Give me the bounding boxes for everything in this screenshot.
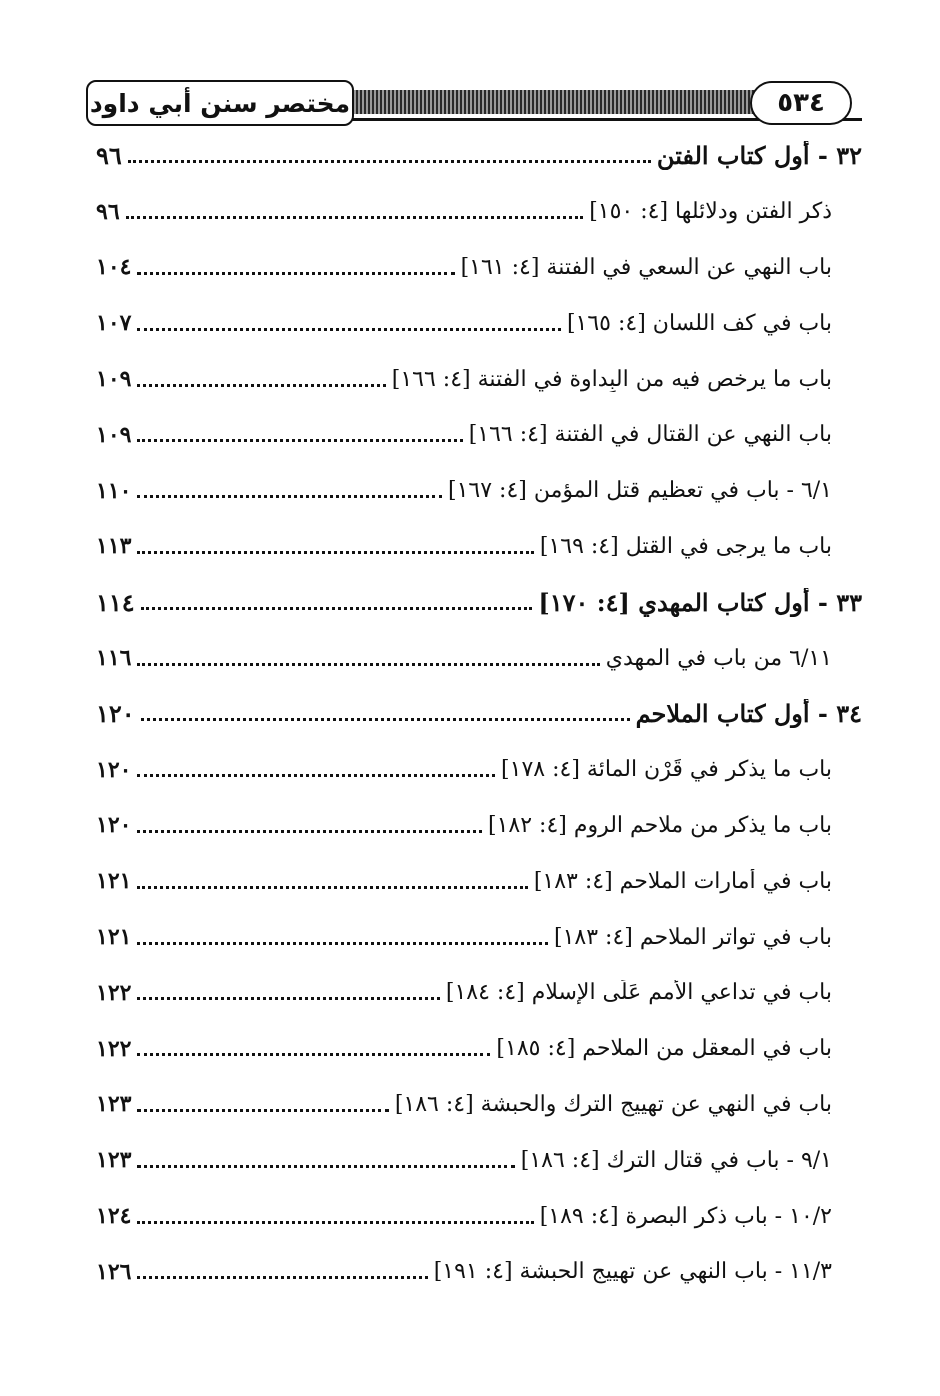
dot-leader: [137, 1053, 490, 1056]
dot-leader: [137, 1165, 514, 1168]
dot-leader: [137, 1109, 388, 1112]
book-title: مختصر سنن أبي داود: [86, 80, 354, 126]
toc-chapter-row: [96, 574, 862, 630]
dot-leader: [137, 439, 462, 442]
toc-entry-page: ١٢١: [96, 924, 132, 951]
toc-entry-row: [96, 463, 862, 519]
toc-entry-title: باب النهي عن السعي في الفتنة [٤: ١٦١]: [460, 254, 832, 280]
toc-entry-page: ١٢٢: [96, 979, 132, 1006]
toc-entry-row: [96, 742, 862, 798]
dot-leader: [128, 160, 651, 163]
toc-entry-page: ١٠٧: [96, 310, 132, 337]
toc-entry-title: ٣٤ - أول كتاب الملاحم: [635, 699, 862, 729]
dot-leader: [126, 216, 584, 219]
toc-chapter-row: [96, 128, 862, 184]
toc-entry-row: [96, 965, 862, 1021]
toc-entry-page: ١٢١: [96, 868, 132, 895]
toc-entry-row: [96, 909, 862, 965]
toc-entry-title: باب في المعقل من الملاحم [٤: ١٨٥]: [496, 1036, 832, 1062]
toc-entry-page: ١١٦: [96, 645, 132, 672]
toc-entry-page: ١٠٩: [96, 366, 132, 393]
toc-chapter-row: [96, 686, 862, 742]
toc-entry-row: [96, 351, 862, 407]
dot-leader: [137, 774, 495, 777]
toc-entry-title: باب في أمارات الملاحم [٤: ١٨٣]: [533, 868, 832, 894]
toc-entry-title: ذكر الفتن ودلائلها [٤: ١٥٠]: [589, 199, 832, 225]
dot-leader: [137, 495, 442, 498]
toc-entry-page: ١٢٠: [96, 756, 132, 783]
table-of-contents: [96, 128, 862, 1300]
dot-leader: [141, 607, 533, 610]
toc-entry-title: ١٠/٢ - باب ذكر البصرة [٤: ١٨٩]: [539, 1203, 832, 1229]
toc-entry-title: ٩/١ - باب في قتال الترك [٤: ١٨٦]: [520, 1147, 832, 1173]
toc-entry-page: ١١٣: [96, 533, 132, 560]
dot-leader: [137, 328, 560, 331]
toc-entry-page: ١٢٣: [96, 1147, 132, 1174]
toc-entry-row: [96, 1077, 862, 1133]
toc-entry-title: ٦/١١ من باب في المهدي: [605, 645, 832, 671]
toc-entry-title: ٣٢ - أول كتاب الفتن: [656, 141, 862, 171]
toc-entry-row: [96, 295, 862, 351]
toc-entry-title: باب في كف اللسان [٤: ١٦٥]: [566, 310, 832, 336]
page-number: ٥٣٤: [750, 81, 852, 125]
toc-entry-page: ١٢٢: [96, 1035, 132, 1062]
toc-entry-title: باب النهي عن القتال في الفتنة [٤: ١٦٦]: [468, 422, 832, 448]
toc-entry-page: ١١٠: [96, 477, 132, 504]
page-header: [86, 80, 862, 126]
toc-entry-page: ١٢٣: [96, 1091, 132, 1118]
dot-leader: [137, 272, 454, 275]
toc-entry-row: [96, 1021, 862, 1077]
dot-leader: [137, 1276, 427, 1279]
toc-entry-title: باب ما يذكر من ملاحم الروم [٤: ١٨٢]: [487, 812, 832, 838]
toc-entry-row: [96, 1132, 862, 1188]
dot-leader: [141, 718, 630, 721]
toc-entry-title: ١١/٣ - باب النهي عن تهييج الحبشة [٤: ١٩١]: [433, 1259, 832, 1285]
toc-entry-row: [96, 853, 862, 909]
toc-entry-title: باب في تداعي الأمم عَلَى الإسلام [٤: ١٨٤]: [445, 980, 832, 1006]
dot-leader: [137, 384, 385, 387]
header-decorative-band: [348, 90, 758, 114]
toc-entry-row: [96, 1244, 862, 1300]
toc-entry-title: باب ما يرخص فيه من البِداوة في الفتنة [٤: ١٦٦]: [391, 366, 832, 392]
toc-entry-page: ١٠٤: [96, 254, 132, 281]
toc-entry-row: [96, 630, 862, 686]
toc-entry-row: [96, 184, 862, 240]
toc-entry-title: باب في النهي عن تهييج الترك والحبشة [٤: ١٨٦]: [394, 1091, 832, 1117]
toc-entry-title: ٦/١ - باب في تعظيم قتل المؤمن [٤: ١٦٧]: [448, 478, 832, 504]
toc-entry-page: ١٢٠: [96, 812, 132, 839]
toc-entry-page: ١٢٦: [96, 1258, 132, 1285]
toc-entry-row: [96, 798, 862, 854]
toc-entry-page: ٩٦: [96, 198, 120, 225]
toc-entry-page: ١٢٠: [96, 699, 135, 729]
dot-leader: [137, 830, 482, 833]
dot-leader: [137, 663, 599, 666]
toc-entry-title: باب ما يرجى في القتل [٤: ١٦٩]: [539, 533, 832, 559]
toc-entry-page: ٩٦: [96, 141, 122, 171]
toc-entry-page: ١٠٩: [96, 421, 132, 448]
toc-entry-row: [96, 1188, 862, 1244]
toc-entry-row: [96, 519, 862, 575]
dot-leader: [137, 997, 439, 1000]
toc-entry-title: ٣٣ - أول كتاب المهدي [٤: ١٧٠]: [538, 587, 862, 617]
dot-leader: [137, 942, 548, 945]
toc-entry-row: [96, 407, 862, 463]
dot-leader: [137, 1221, 533, 1224]
toc-entry-page: ١١٤: [96, 587, 135, 617]
dot-leader: [137, 886, 527, 889]
toc-entry-title: باب في تواتر الملاحم [٤: ١٨٣]: [554, 924, 832, 950]
toc-entry-page: ١٢٤: [96, 1203, 132, 1230]
toc-entry-title: باب ما يذكر في قَرْن المائة [٤: ١٧٨]: [501, 757, 832, 783]
dot-leader: [137, 551, 533, 554]
toc-entry-row: [96, 240, 862, 296]
